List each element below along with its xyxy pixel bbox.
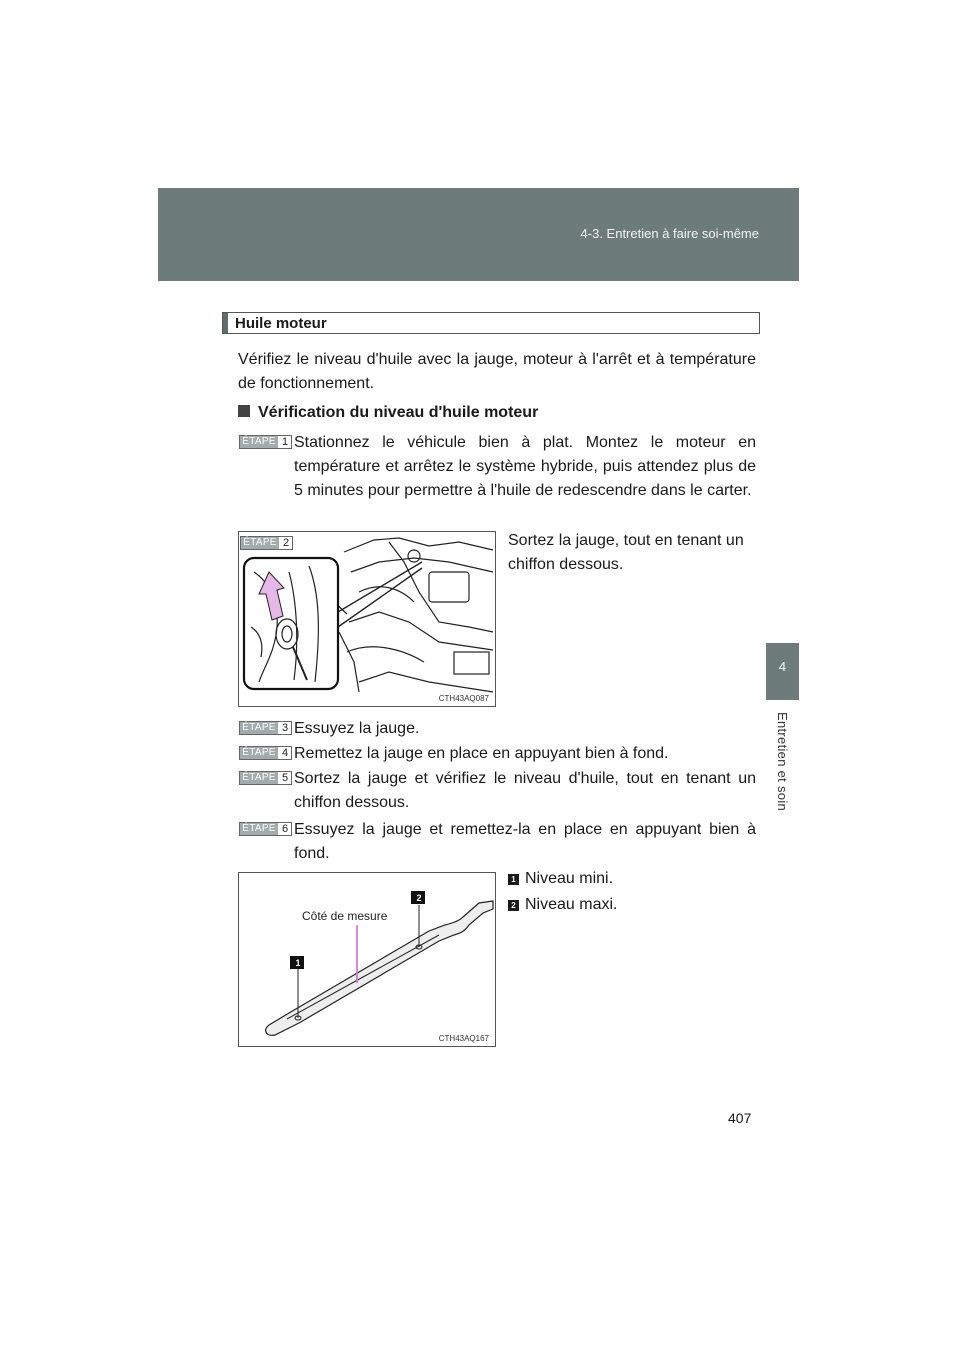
subheading (238, 404, 538, 422)
section-title: Huile moteur (235, 315, 327, 332)
step-text-3: Essuyez la jauge. (294, 720, 420, 737)
step-number: 1 (281, 436, 289, 448)
legend-item-min (508, 870, 613, 888)
legend-text: Niveau maxi. (525, 896, 618, 913)
step-number: 3 (281, 722, 289, 734)
step-badge-4 (239, 746, 292, 760)
step-label: ÉTAPE (240, 747, 278, 759)
step-number: 2 (282, 537, 290, 549)
legend-marker-1: 1 (508, 874, 519, 885)
intro-paragraph: Vérifiez le niveau d'huile avec la jauge, moteur à l'arrêt et à température de fonctionnement. (238, 351, 756, 392)
step-label: ÉTAPE (240, 772, 278, 784)
step-label: ÉTAPE (240, 722, 278, 734)
legend-marker-2: 2 (508, 900, 519, 911)
subheading-text: Vérification du niveau d'huile moteur (258, 404, 539, 421)
step-text-2: Sortez la jauge, tout en tenant un chiffon dessous. (508, 532, 744, 573)
measuring-side-label: Côté de mesure (302, 909, 388, 923)
step-badge-6 (239, 822, 292, 836)
legend-item-max (508, 896, 617, 914)
dipstick-illustration (239, 873, 495, 1046)
page-number: 407 (728, 1110, 752, 1126)
engine-bay-illustration (239, 532, 495, 706)
chapter-title: 4-3. Entretien à faire soi-même (580, 226, 759, 241)
chapter-header (158, 188, 799, 281)
step-badge-5 (239, 771, 292, 785)
step-label: ÉTAPE (240, 823, 278, 835)
step-text-6: Essuyez la jauge et remettez-la en place en appuyant bien à fond. (294, 821, 756, 862)
step-number: 6 (281, 823, 289, 835)
square-bullet-icon (238, 405, 250, 417)
step-badge-1 (239, 435, 292, 449)
figure-marker-2: 2 (416, 893, 422, 903)
chapter-side-label: Entretien et soin (775, 712, 790, 812)
step-badge-3 (239, 721, 292, 735)
legend-text: Niveau mini. (525, 870, 614, 887)
section-accent-bar (223, 313, 228, 333)
figure-dipstick-levels (238, 872, 496, 1047)
step-number: 4 (281, 747, 289, 759)
step-number: 5 (281, 772, 289, 784)
step-label: ÉTAPE (241, 537, 279, 549)
section-header (222, 312, 760, 334)
figure-dipstick-location (238, 531, 496, 707)
figure-code: CTH43AQ087 (438, 694, 489, 703)
step-label: ÉTAPE (240, 436, 278, 448)
step-text-5: Sortez la jauge et vérifiez le niveau d'huile, tout en tenant un chiffon dessous. (294, 770, 756, 811)
figure-code: CTH43AQ167 (438, 1034, 489, 1043)
figure-marker-1: 1 (295, 958, 301, 968)
step-text-1: Stationnez le véhicule bien à plat. Montez le moteur en température et arrêtez le système hybride, puis attendez plus de 5 minutes pour permettre à l'huile de redescendre dans le carter. (294, 434, 756, 499)
chapter-number: 4 (778, 659, 787, 674)
step-text-4: Remettez la jauge en place en appuyant bien à fond. (294, 745, 669, 762)
